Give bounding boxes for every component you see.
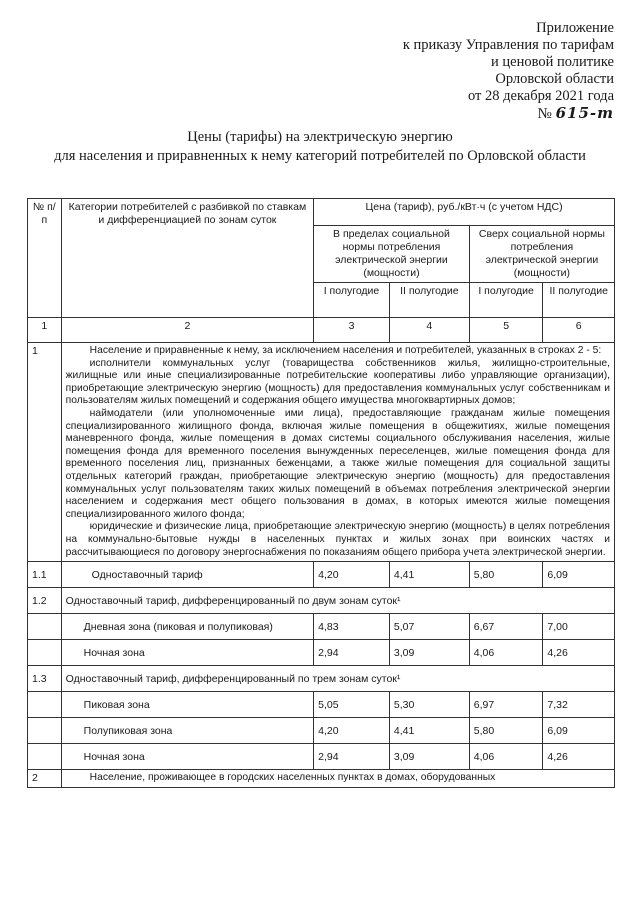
table-row — [28, 666, 615, 692]
row-label: Ночная зона — [61, 640, 313, 666]
empty-cell — [28, 640, 62, 666]
table-row — [28, 692, 615, 718]
empty-cell — [28, 614, 62, 640]
header-half-1: I полугодие — [314, 283, 390, 318]
description-paragraph: наймодатели (или уполномоченные ими лица), предоставляющие гражданам жилые помещения специализированного жилищного фонда, включая жилые помещения в общежитиях, жилые помещения маневренного фонда, жилые помещения в домах системы социального обслуживания населения, жилые помещения фонда для временного поселения вынужденных переселенцев, жилые помещения фонда для временного поселения лиц, признанных беженцами, а также жилые помещения для социальной защиты отдельных категорий граждан, приобретающие электрическую энергию (мощность) для предоставления коммунальных услуг пользователям таких жилых помещений в объемах потребления электрической энергии населением и содержания мест общего пользования в домах, в которых имеются жилые помещения специализированного жилого фонда; — [65, 407, 610, 520]
row-label: Одноставочный тариф, дифференцированный по трем зонам суток¹ — [61, 666, 614, 692]
row-number: 1.3 — [28, 666, 62, 692]
tariff-value: 5,05 — [314, 692, 390, 718]
row-label: Пиковая зона — [61, 692, 313, 718]
tariff-value: 5,30 — [389, 692, 469, 718]
header-category: Категории потребителей с разбивкой по ставкам и дифференциацией по зонам суток — [61, 199, 313, 318]
tariff-value: 4,41 — [389, 562, 469, 588]
table-row — [28, 640, 615, 666]
empty-cell — [28, 718, 62, 744]
table-row — [28, 588, 615, 614]
tariff-value: 4,06 — [469, 640, 543, 666]
header-half-1: I полугодие — [469, 283, 543, 318]
column-number: 2 — [61, 318, 313, 343]
column-number: 5 — [469, 318, 543, 343]
tariff-value: 6,97 — [469, 692, 543, 718]
tariff-value: 5,07 — [389, 614, 469, 640]
tariff-value: 4,20 — [314, 562, 390, 588]
tariff-value: 4,26 — [543, 744, 615, 770]
header-above-norm: Сверх социальной нормы потребления электрической энергии (мощности) — [469, 226, 614, 283]
header-line: к приказу Управления по тарифам — [402, 37, 614, 53]
tariff-value: 5,80 — [469, 562, 543, 588]
row-number: 1.1 — [28, 562, 62, 588]
column-number: 4 — [389, 318, 469, 343]
table-row — [28, 343, 615, 562]
row-number: 1 — [28, 343, 62, 562]
header-line: и ценовой политике — [490, 54, 614, 70]
header-half-2: II полугодие — [389, 283, 469, 318]
header-line: Орловской области — [495, 71, 614, 87]
category-description: Население, проживающее в городских населенных пунктах в домах, оборудованных — [61, 770, 614, 788]
row-label: Одноставочный тариф, дифференцированный по двум зонам суток¹ — [61, 588, 614, 614]
category-description — [61, 343, 614, 562]
header-within-norm: В пределах социальной нормы потребления электрической энергии (мощности) — [314, 226, 470, 283]
row-label: Полупиковая зона — [61, 718, 313, 744]
order-prefix: № — [537, 106, 552, 122]
tariff-value: 4,26 — [543, 640, 615, 666]
tariff-value: 4,41 — [389, 718, 469, 744]
tariff-value: 3,09 — [389, 640, 469, 666]
tariff-value: 4,20 — [314, 718, 390, 744]
header-line: Приложение — [536, 20, 614, 36]
row-label: Дневная зона (пиковая и полупиковая) — [61, 614, 313, 640]
empty-cell — [28, 692, 62, 718]
row-number: 2 — [28, 770, 62, 788]
tariff-value: 4,83 — [314, 614, 390, 640]
header-price: Цена (тариф), руб./кВт·ч (с учетом НДС) — [314, 199, 615, 226]
tariff-value: 4,06 — [469, 744, 543, 770]
description-paragraph: исполнители коммунальных услуг (товарищества собственников жилья, жилищно-строительные, жилищные или иные специализированные потребительские кооперативы либо управляющие организации), приобретающие электрическую энергию (мощность) для предоставления коммунальных услуг собственникам и пользователям жилых помещений и содержания общего имущества многоквартирных домов; — [65, 357, 610, 407]
description-paragraph: Население и приравненные к нему, за исключением населения и потребителей, указанных в строках 2 - 5: — [89, 345, 602, 356]
header-line: от 28 декабря 2021 года — [468, 88, 614, 104]
document-title — [0, 128, 640, 166]
row-label: Ночная зона — [61, 744, 313, 770]
table-row — [28, 744, 615, 770]
column-number-row — [28, 318, 615, 343]
tariff-value: 5,80 — [469, 718, 543, 744]
tariff-value: 3,09 — [389, 744, 469, 770]
tariff-value: 2,94 — [314, 744, 390, 770]
row-number: 1.2 — [28, 588, 62, 614]
handwritten-order-number: 615-т — [555, 104, 614, 122]
tariff-value: 6,09 — [543, 562, 615, 588]
table-row — [28, 718, 615, 744]
tariff-value: 2,94 — [314, 640, 390, 666]
column-number: 3 — [314, 318, 390, 343]
tariff-table — [27, 198, 615, 788]
tariff-value: 6,67 — [469, 614, 543, 640]
column-number: 1 — [28, 318, 62, 343]
tariff-value: 6,09 — [543, 718, 615, 744]
column-number: 6 — [543, 318, 615, 343]
table-row — [28, 562, 615, 588]
empty-cell — [28, 744, 62, 770]
appendix-header — [334, 20, 614, 123]
tariff-value: 7,00 — [543, 614, 615, 640]
title-line-2: для населения и приравненных к нему категорий потребителей по Орловской области — [54, 148, 586, 164]
header-half-2: II полугодие — [543, 283, 615, 318]
tariff-value: 7,32 — [543, 692, 615, 718]
table-row — [28, 614, 615, 640]
title-line-1: Цены (тарифы) на электрическую энергию — [187, 129, 453, 145]
order-number — [334, 105, 614, 123]
table-row — [28, 770, 615, 788]
row-label: Одноставочный тариф — [61, 562, 313, 588]
description-paragraph: юридические и физические лица, приобретающие электрическую энергию (мощность) в целях потребления на коммунально-бытовые нужды в населенных пунктах и жилых зонах при воинских частях и рассчитывающиеся по договору энергоснабжения по показаниям общего прибора учета электрической энергии. — [65, 521, 610, 558]
header-no: № п/п — [28, 199, 62, 318]
